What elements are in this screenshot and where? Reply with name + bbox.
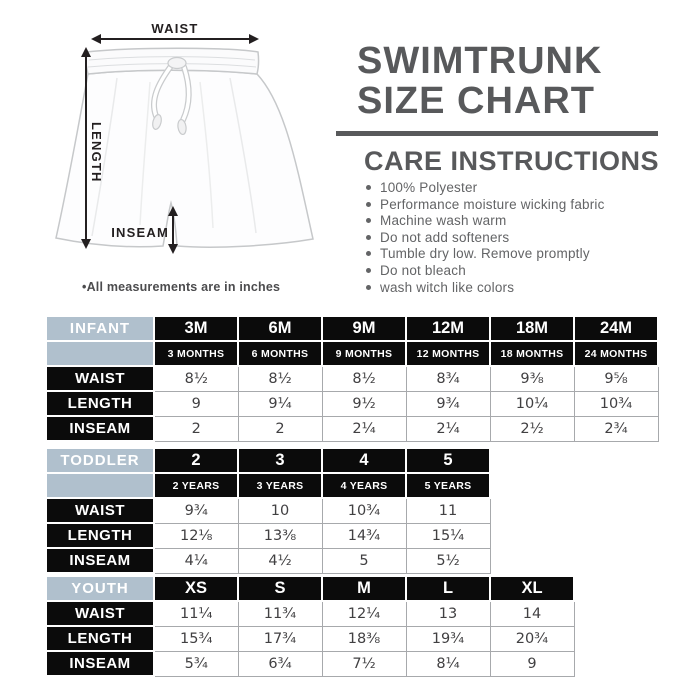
care-item [365,230,605,247]
title-divider [336,131,658,136]
measurement-value: 4½ [238,548,322,573]
size-subheader: 24 MONTHS [574,341,658,366]
measurement-value: 6¾ [238,651,322,676]
size-subheader: 5 YEARS [406,473,490,498]
group-blank-cell [46,341,154,366]
row-label-waist: WAIST [46,366,154,391]
table-row [46,601,574,626]
table-row [46,548,490,573]
measurement-value: 20¾ [490,626,574,651]
row-label-waist: WAIST [46,498,154,523]
size-table-infant [45,315,659,442]
measurement-value: 2½ [490,416,574,441]
measurement-value: 19¾ [406,626,490,651]
measurement-note: •All measurements are in inches [82,280,281,294]
size-subheader: 3 YEARS [238,473,322,498]
size-subheader: 4 YEARS [322,473,406,498]
measurement-value: 11¾ [238,601,322,626]
care-item [365,280,605,297]
table-row [46,366,658,391]
measurement-value: 9¾ [406,391,490,416]
measurement-value: 10 [238,498,322,523]
size-subheader: 18 MONTHS [490,341,574,366]
table-group-youth: YOUTH [46,576,154,601]
size-subheader: 6 MONTHS [238,341,322,366]
size-header: 2 [154,448,238,473]
bullet-icon [366,235,371,240]
measurement-value: 15¾ [154,626,238,651]
measurement-value: 9⅝ [574,366,658,391]
row-label-inseam: INSEAM [46,548,154,573]
measurement-value: 12¼ [322,601,406,626]
measurement-value: 8¾ [406,366,490,391]
size-table-youth [45,575,575,677]
size-header: 3 [238,448,322,473]
measurement-value: 5 [322,548,406,573]
care-item-text: wash witch like colors [380,279,515,295]
care-item-text: Do not bleach [380,262,466,278]
measurement-value: 14 [490,601,574,626]
size-header: XL [490,576,574,601]
measurement-value: 2 [154,416,238,441]
table-row [46,416,658,441]
size-table [45,315,659,442]
size-header: 24M [574,316,658,341]
measurement-value: 8¼ [406,651,490,676]
care-instructions-heading: CARE INSTRUCTIONS [364,146,660,176]
group-blank-cell [46,473,154,498]
measurement-value: 4¼ [154,548,238,573]
measurement-value: 7½ [322,651,406,676]
size-header: 5 [406,448,490,473]
size-table [45,575,575,677]
measurement-value: 14¾ [322,523,406,548]
care-item [365,213,605,230]
size-table-toddler [45,447,491,574]
table-row [46,498,490,523]
size-subheader: 2 YEARS [154,473,238,498]
measurement-value: 9½ [322,391,406,416]
inseam-label: INSEAM [111,225,169,240]
table-group-toddler: TODDLER [46,448,154,473]
table-row [46,651,574,676]
title-line-2: SIZE CHART [357,80,595,122]
measurement-value: 2 [238,416,322,441]
measurement-value: 9 [490,651,574,676]
table-row [46,523,490,548]
measurement-value: 11¼ [154,601,238,626]
size-subheader: 9 MONTHS [322,341,406,366]
table-row [46,391,658,416]
measurement-value: 2¼ [322,416,406,441]
care-item-text: 100% Polyester [380,180,478,195]
measurement-value: 8½ [238,366,322,391]
care-item-text: Machine wash warm [380,213,507,229]
length-label: LENGTH [89,122,104,183]
measurement-value: 12⅛ [154,523,238,548]
measurement-value: 8½ [322,366,406,391]
care-item [365,197,605,214]
title-line-1: SWIMTRUNK [357,40,603,82]
table-row [46,626,574,651]
measurement-value: 15¼ [406,523,490,548]
care-item-text: Performance moisture wicking fabric [380,196,605,212]
size-table [45,447,491,574]
measurement-value: 10¾ [322,498,406,523]
size-header: 6M [238,316,322,341]
size-header: XS [154,576,238,601]
page-title [357,41,602,121]
waist-label: WAIST [151,21,199,36]
measurement-value: 9¾ [154,498,238,523]
size-header: L [406,576,490,601]
size-header: M [322,576,406,601]
size-subheader: 12 MONTHS [406,341,490,366]
measurement-value: 18⅜ [322,626,406,651]
size-header: 12M [406,316,490,341]
row-label-length: LENGTH [46,626,154,651]
measurement-value: 10¾ [574,391,658,416]
row-label-inseam: INSEAM [46,651,154,676]
size-header: 4 [322,448,406,473]
bullet-icon [366,202,371,207]
size-header: S [238,576,322,601]
care-item-text: Do not add softeners [380,229,510,245]
bullet-icon [366,268,371,273]
measurement-value: 17¾ [238,626,322,651]
care-item-text: Tumble dry low. Remove promptly [380,246,590,262]
measurement-value: 2¾ [574,416,658,441]
shorts-illustration [40,8,340,300]
bullet-icon [366,251,371,256]
measurement-value: 5¾ [154,651,238,676]
bullet-icon [366,218,371,223]
care-item [365,246,605,263]
measurement-value: 9 [154,391,238,416]
measurement-value: 13 [406,601,490,626]
bullet-icon [366,185,371,190]
row-label-length: LENGTH [46,523,154,548]
size-header: 18M [490,316,574,341]
size-subheader: 3 MONTHS [154,341,238,366]
measurement-value: 13⅜ [238,523,322,548]
measurement-value: 9¼ [238,391,322,416]
measurement-value: 5½ [406,548,490,573]
care-item [365,180,605,197]
measurement-value: 11 [406,498,490,523]
measurement-value: 9⅜ [490,366,574,391]
bullet-icon [366,285,371,290]
care-item [365,263,605,280]
row-label-waist: WAIST [46,601,154,626]
table-group-infant: INFANT [46,316,154,341]
size-header: 9M [322,316,406,341]
row-label-inseam: INSEAM [46,416,154,441]
measurement-value: 8½ [154,366,238,391]
measurement-value: 10¼ [490,391,574,416]
measurement-value: 2¼ [406,416,490,441]
size-header: 3M [154,316,238,341]
care-instructions-list [365,180,605,296]
row-label-length: LENGTH [46,391,154,416]
